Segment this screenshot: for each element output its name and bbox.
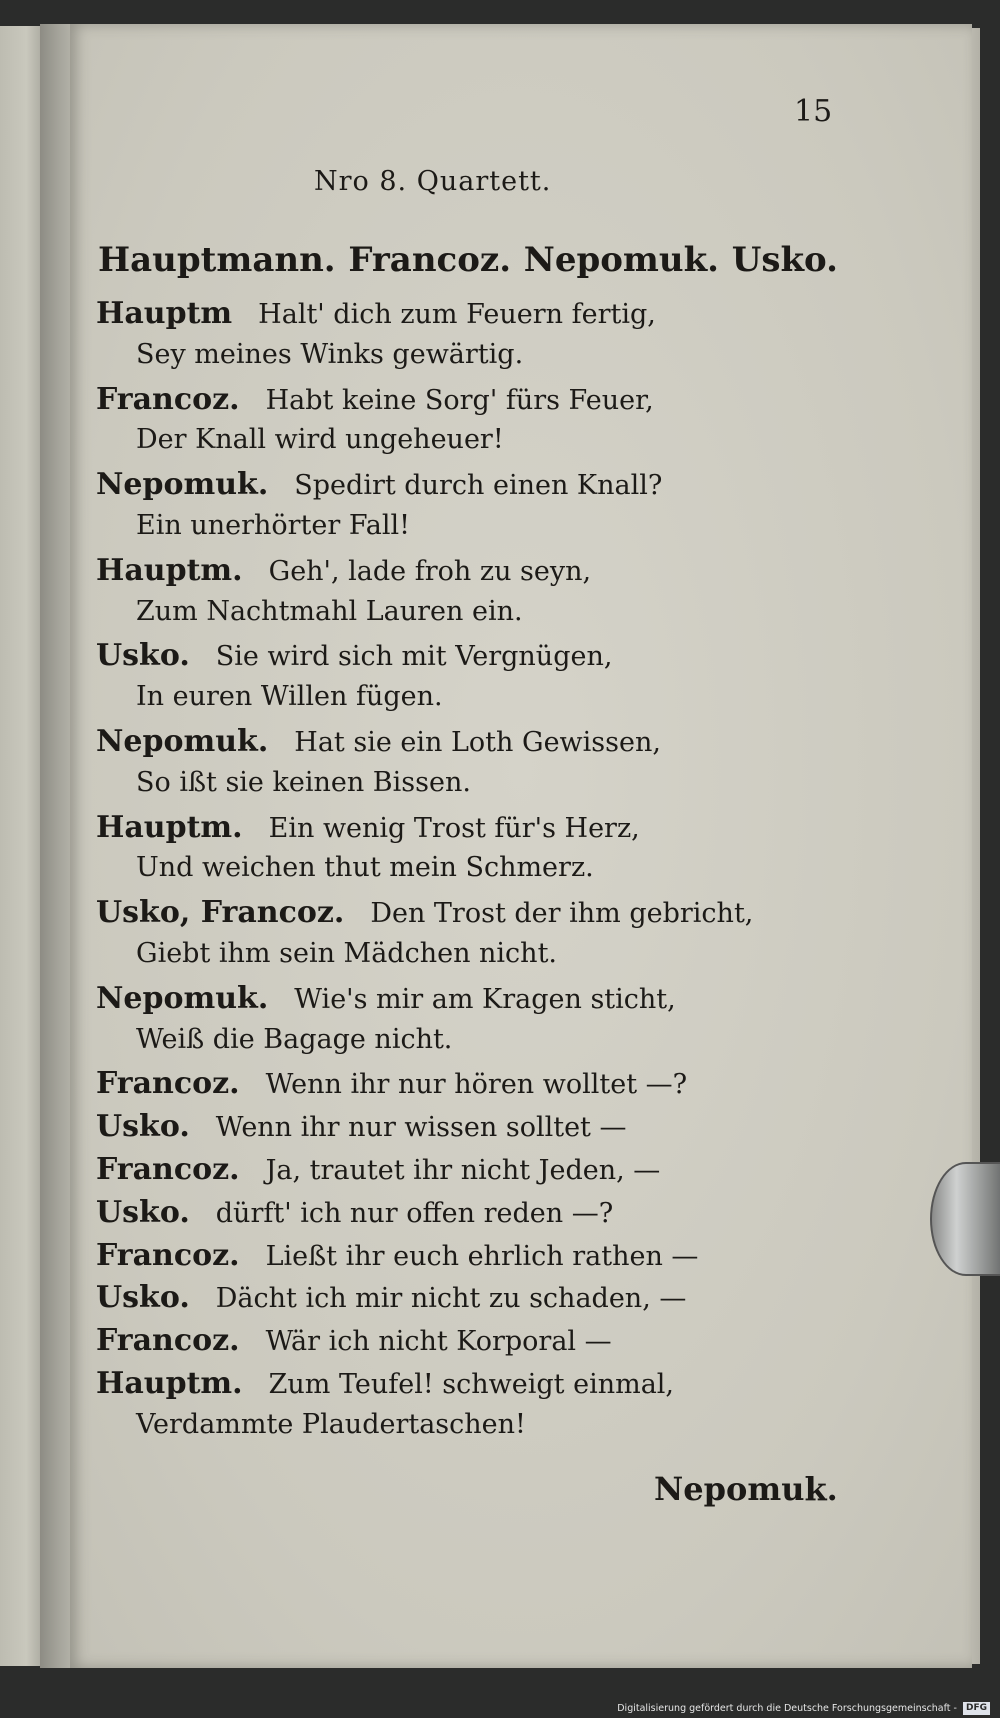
speaker-name: Usko. — [96, 1194, 190, 1230]
speaker-name: Nepomuk. — [96, 980, 269, 1016]
speech-text: Und weichen thut mein Schmerz. — [136, 852, 594, 884]
dialogue-line — [96, 467, 856, 510]
speech-text: Dächt ich mir nicht zu schaden, — — [215, 1283, 687, 1315]
dialogue-line — [96, 895, 856, 938]
speaker-name: Hauptm. — [96, 552, 243, 588]
dialogue-line — [96, 424, 856, 467]
dialogue-line — [96, 1409, 856, 1452]
dialogue-line — [96, 724, 856, 767]
facing-page-edge — [0, 26, 44, 1666]
catchword: Nepomuk. — [654, 1470, 838, 1508]
dialogue-line — [96, 1323, 856, 1366]
speaker-name: Francoz. — [96, 1066, 240, 1102]
dialogue-line — [96, 339, 856, 382]
speaker-name: Usko, Francoz. — [96, 895, 345, 931]
dialogue-line — [96, 681, 856, 724]
speech-text: Sie wird sich mit Vergnügen, — [215, 641, 613, 673]
speaker-name: Usko. — [96, 638, 190, 674]
speaker-name: Francoz. — [96, 1151, 240, 1187]
dfg-logo: DFG — [963, 1702, 990, 1715]
dialogue-line — [96, 981, 856, 1024]
dialogue-line — [96, 1066, 856, 1109]
speech-text: dürft' ich nur offen reden —? — [215, 1197, 614, 1229]
dialogue-line — [96, 1238, 856, 1281]
speech-text: Halt' dich zum Feuern fertig, — [258, 299, 656, 330]
speech-text: Den Trost der ihm gebricht, — [370, 898, 754, 930]
cast-name: Nepomuk. — [523, 240, 720, 280]
speech-text: So ißt sie keinen Bissen. — [136, 766, 471, 798]
cast-name: Francoz. — [348, 240, 512, 280]
speech-text: Wie's mir am Kragen sticht, — [294, 983, 676, 1015]
speaker-name: Usko. — [96, 1109, 190, 1145]
speaker-name: Usko. — [96, 1280, 190, 1316]
speaker-name: Nepomuk. — [96, 467, 269, 503]
speech-text: Ja, trautet ihr nicht Jeden, — — [265, 1154, 661, 1186]
speech-text: Hat sie ein Loth Gewissen, — [294, 726, 661, 758]
credit-text: Digitalisierung gefördert durch die Deutsche Forschungsgemeinschaft - — [617, 1702, 957, 1714]
speech-text: Ein wenig Trost für's Herz, — [268, 812, 640, 844]
speech-text: Giebt ihm sein Mädchen nicht. — [136, 937, 558, 969]
speech-text: Wenn ihr nur hören wolltet —? — [265, 1069, 688, 1101]
piece-heading: Nro 8. Quartett. — [314, 166, 552, 197]
dialogue-line — [96, 553, 856, 596]
speech-text: Wenn ihr nur wissen solltet — — [215, 1112, 627, 1144]
cast-name: Hauptmann. — [98, 240, 336, 280]
cast-name: Usko. — [731, 240, 838, 280]
dialogue-line — [96, 1366, 856, 1409]
dialogue-line — [96, 1195, 856, 1238]
dialogue-line — [96, 510, 856, 553]
speech-text: Geh', lade froh zu seyn, — [268, 555, 592, 587]
dialogue-line — [96, 638, 856, 681]
page-number: 15 — [794, 94, 833, 129]
speaker-name: Hauptm. — [96, 809, 243, 845]
speaker-name: Francoz. — [96, 1323, 240, 1359]
speech-text: Spedirt durch einen Knall? — [294, 470, 663, 502]
speech-text: Weiß die Bagage nicht. — [136, 1023, 453, 1055]
speaker-name: Nepomuk. — [96, 723, 269, 759]
speech-text: Wär ich nicht Korporal — — [265, 1326, 612, 1358]
dialogue-line — [96, 810, 856, 853]
speech-text: Ließt ihr euch ehrlich rathen — — [265, 1240, 699, 1272]
dialogue-line — [96, 1152, 856, 1195]
dialogue-line — [96, 767, 856, 810]
speech-text: Habt keine Sorg' fürs Feuer, — [265, 384, 654, 416]
speaker-name: Francoz. — [96, 381, 240, 417]
page-clip — [930, 1162, 1000, 1276]
dialogue-line — [96, 1280, 856, 1323]
speaker-name: Hauptm — [96, 296, 233, 331]
speech-text: Der Knall wird ungeheuer! — [136, 424, 504, 456]
digitization-credit — [617, 1700, 990, 1716]
cast-list — [98, 240, 838, 280]
dialogue-block — [96, 296, 856, 1452]
dialogue-line — [96, 1109, 856, 1152]
speech-text: Ein unerhörter Fall! — [136, 509, 410, 541]
speech-text: Verdammte Plaudertaschen! — [136, 1408, 526, 1440]
speech-text: Sey meines Winks gewärtig. — [136, 338, 524, 370]
dialogue-line — [96, 852, 856, 895]
dialogue-line — [96, 596, 856, 639]
dialogue-line — [96, 938, 856, 981]
speech-text: Zum Teufel! schweigt einmal, — [268, 1368, 675, 1400]
speaker-name: Francoz. — [96, 1237, 240, 1273]
speech-text: Zum Nachtmahl Lauren ein. — [136, 595, 523, 627]
dialogue-line — [96, 1024, 856, 1067]
dialogue-line — [96, 382, 856, 425]
dialogue-line — [96, 296, 856, 339]
speech-text: In euren Willen fügen. — [136, 681, 443, 713]
speaker-name: Hauptm. — [96, 1365, 243, 1401]
